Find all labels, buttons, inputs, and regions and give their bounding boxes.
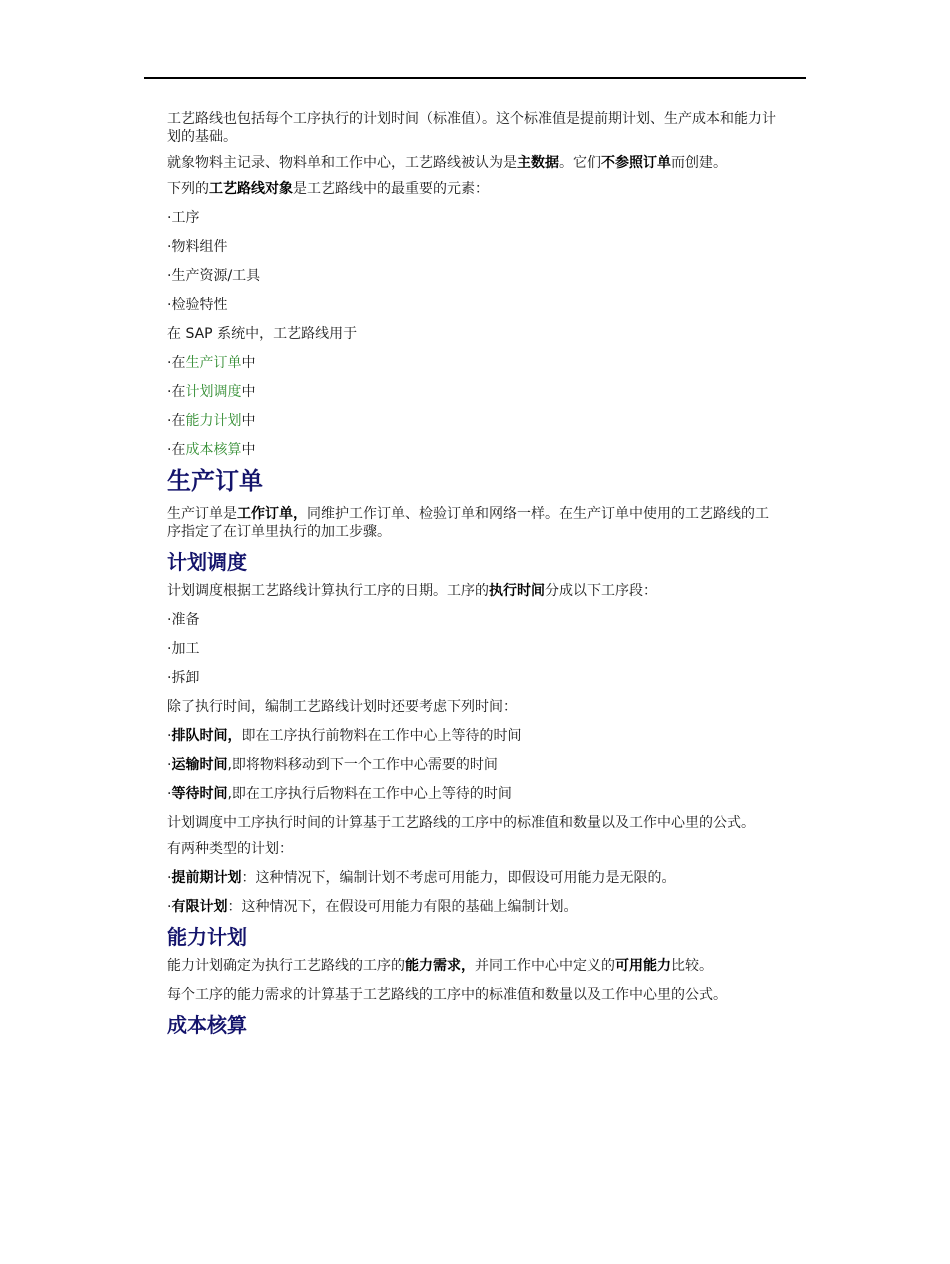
list-item-usage [167,441,779,459]
bold-term-queue-time: 排队时间， [171,728,242,744]
list-item-usage [167,412,779,441]
bold-term-work-order: 工作订单， [237,506,307,522]
bold-term-wait-time: 等待时间 [171,786,228,802]
text-run: 即在工序执行前物料在工作中心上等待的时间 [241,728,522,744]
text-run: 中 [241,413,256,429]
bold-term-routing-objects: 工艺路线对象 [209,181,293,197]
link-scheduling[interactable]: 计划调度 [185,384,242,400]
text-run: ·在 [167,384,186,400]
bold-term-capacity-requirement: 能力需求， [405,958,475,974]
bold-term-no-order-reference: 不参照订单 [601,155,671,171]
list-item-segment: ·拆卸 [167,670,200,686]
list-item-time [167,756,779,785]
bullet: · [167,728,172,744]
intro-paragraph-3 [167,180,779,209]
list-item-time [167,727,779,756]
text-run: 而创建。 [671,155,727,171]
usage-intro: 在 SAP 系统中，工艺路线用于 [167,326,358,342]
text-run: 能力计划确定为执行工艺路线的工序的 [167,958,405,974]
scheduling-paragraph-1 [167,582,779,611]
heading-capacity-planning: 能力计划 [167,925,247,949]
production-order-paragraph [167,505,779,541]
bullet: · [167,786,172,802]
list-item-schedule-type [167,869,779,898]
text-run: ,即在工序执行后物料在工作中心上等待的时间 [227,786,512,802]
bold-term-transport-time: 运输时间 [171,757,228,773]
list-item-segment: ·准备 [167,612,200,628]
text-run: 下列的 [167,181,209,197]
list-item-usage [167,383,779,412]
text-run: 就象物料主记录、物料单和工作中心，工艺路线被认为是 [167,155,517,171]
link-production-order[interactable]: 生产订单 [185,355,242,371]
scheduling-paragraph-4: 有两种类型的计划： [167,841,293,857]
text-run: 比较。 [671,958,713,974]
text-run: ·在 [167,413,186,429]
bold-term-finite-scheduling: 有限计划 [171,899,228,915]
capacity-paragraph-2: 每个工序的能力需求的计算基于工艺路线的工序中的标准值和数量以及工作中心里的公式。 [167,987,727,1003]
scheduling-paragraph-3: 计划调度中工序执行时间的计算基于工艺路线的工序中的标准值和数量以及工作中心里的公式。 [167,815,755,831]
text-run: 中 [241,442,256,458]
text-run: 同维护工作订单、检验订单和网络一样。在生产订单中使用的工艺路线的工序指定了在订单里执行的加工步骤。 [167,506,769,540]
heading-scheduling: 计划调度 [167,550,247,574]
bold-term-master-data: 主数据 [517,155,559,171]
intro-paragraph-2 [167,154,779,172]
heading-costing: 成本核算 [167,1013,247,1037]
text-run: ：这种情况下，在假设可用能力有限的基础上编制计划。 [227,899,578,915]
capacity-paragraph-1 [167,957,779,986]
text-run: ·在 [167,442,186,458]
text-run: 。它们 [559,155,601,171]
text-run: 并同工作中心中定义的 [475,958,615,974]
bullet: · [167,899,172,915]
text-run: 计划调度根据工艺路线计算执行工序的日期。工序的 [167,583,489,599]
heading-production-order: 生产订单 [167,467,263,495]
bold-term-available-capacity: 可用能力 [615,958,671,974]
text-run: ,即将物料移动到下一个工作中心需要的时间 [227,757,498,773]
list-item-segment: ·加工 [167,641,200,657]
text-run: 生产订单是 [167,506,237,522]
list-item-object: ·检验特性 [167,297,228,313]
header-rule [144,77,806,79]
list-item-time [167,785,779,814]
text-run: 中 [241,355,256,371]
text-run: ：这种情况下，编制计划不考虑可用能力，即假设可用能力是无限的。 [241,870,676,886]
list-item-object: ·物料组件 [167,239,228,255]
bullet: · [167,757,172,773]
text-run: 中 [241,384,256,400]
list-item-usage [167,354,779,383]
bullet: · [167,870,172,886]
text-run: 是工艺路线中的最重要的元素： [293,181,489,197]
text-run: ·在 [167,355,186,371]
bold-term-execution-time: 执行时间 [489,583,545,599]
link-costing[interactable]: 成本核算 [185,442,242,458]
scheduling-paragraph-2: 除了执行时间，编制工艺路线计划时还要考虑下列时间： [167,699,517,715]
bold-term-lead-time-scheduling: 提前期计划 [171,870,242,886]
intro-paragraph-1: 工艺路线也包括每个工序执行的计划时间（标准值）。这个标准值是提前期计划、生产成本和能力计划的基础。 [167,111,776,145]
text-run: 分成以下工序段： [545,583,657,599]
link-capacity-planning[interactable]: 能力计划 [185,413,242,429]
list-item-object: ·工序 [167,210,200,226]
list-item-schedule-type [167,898,779,916]
document-body [167,110,779,1045]
list-item-object: ·生产资源/工具 [167,268,261,284]
